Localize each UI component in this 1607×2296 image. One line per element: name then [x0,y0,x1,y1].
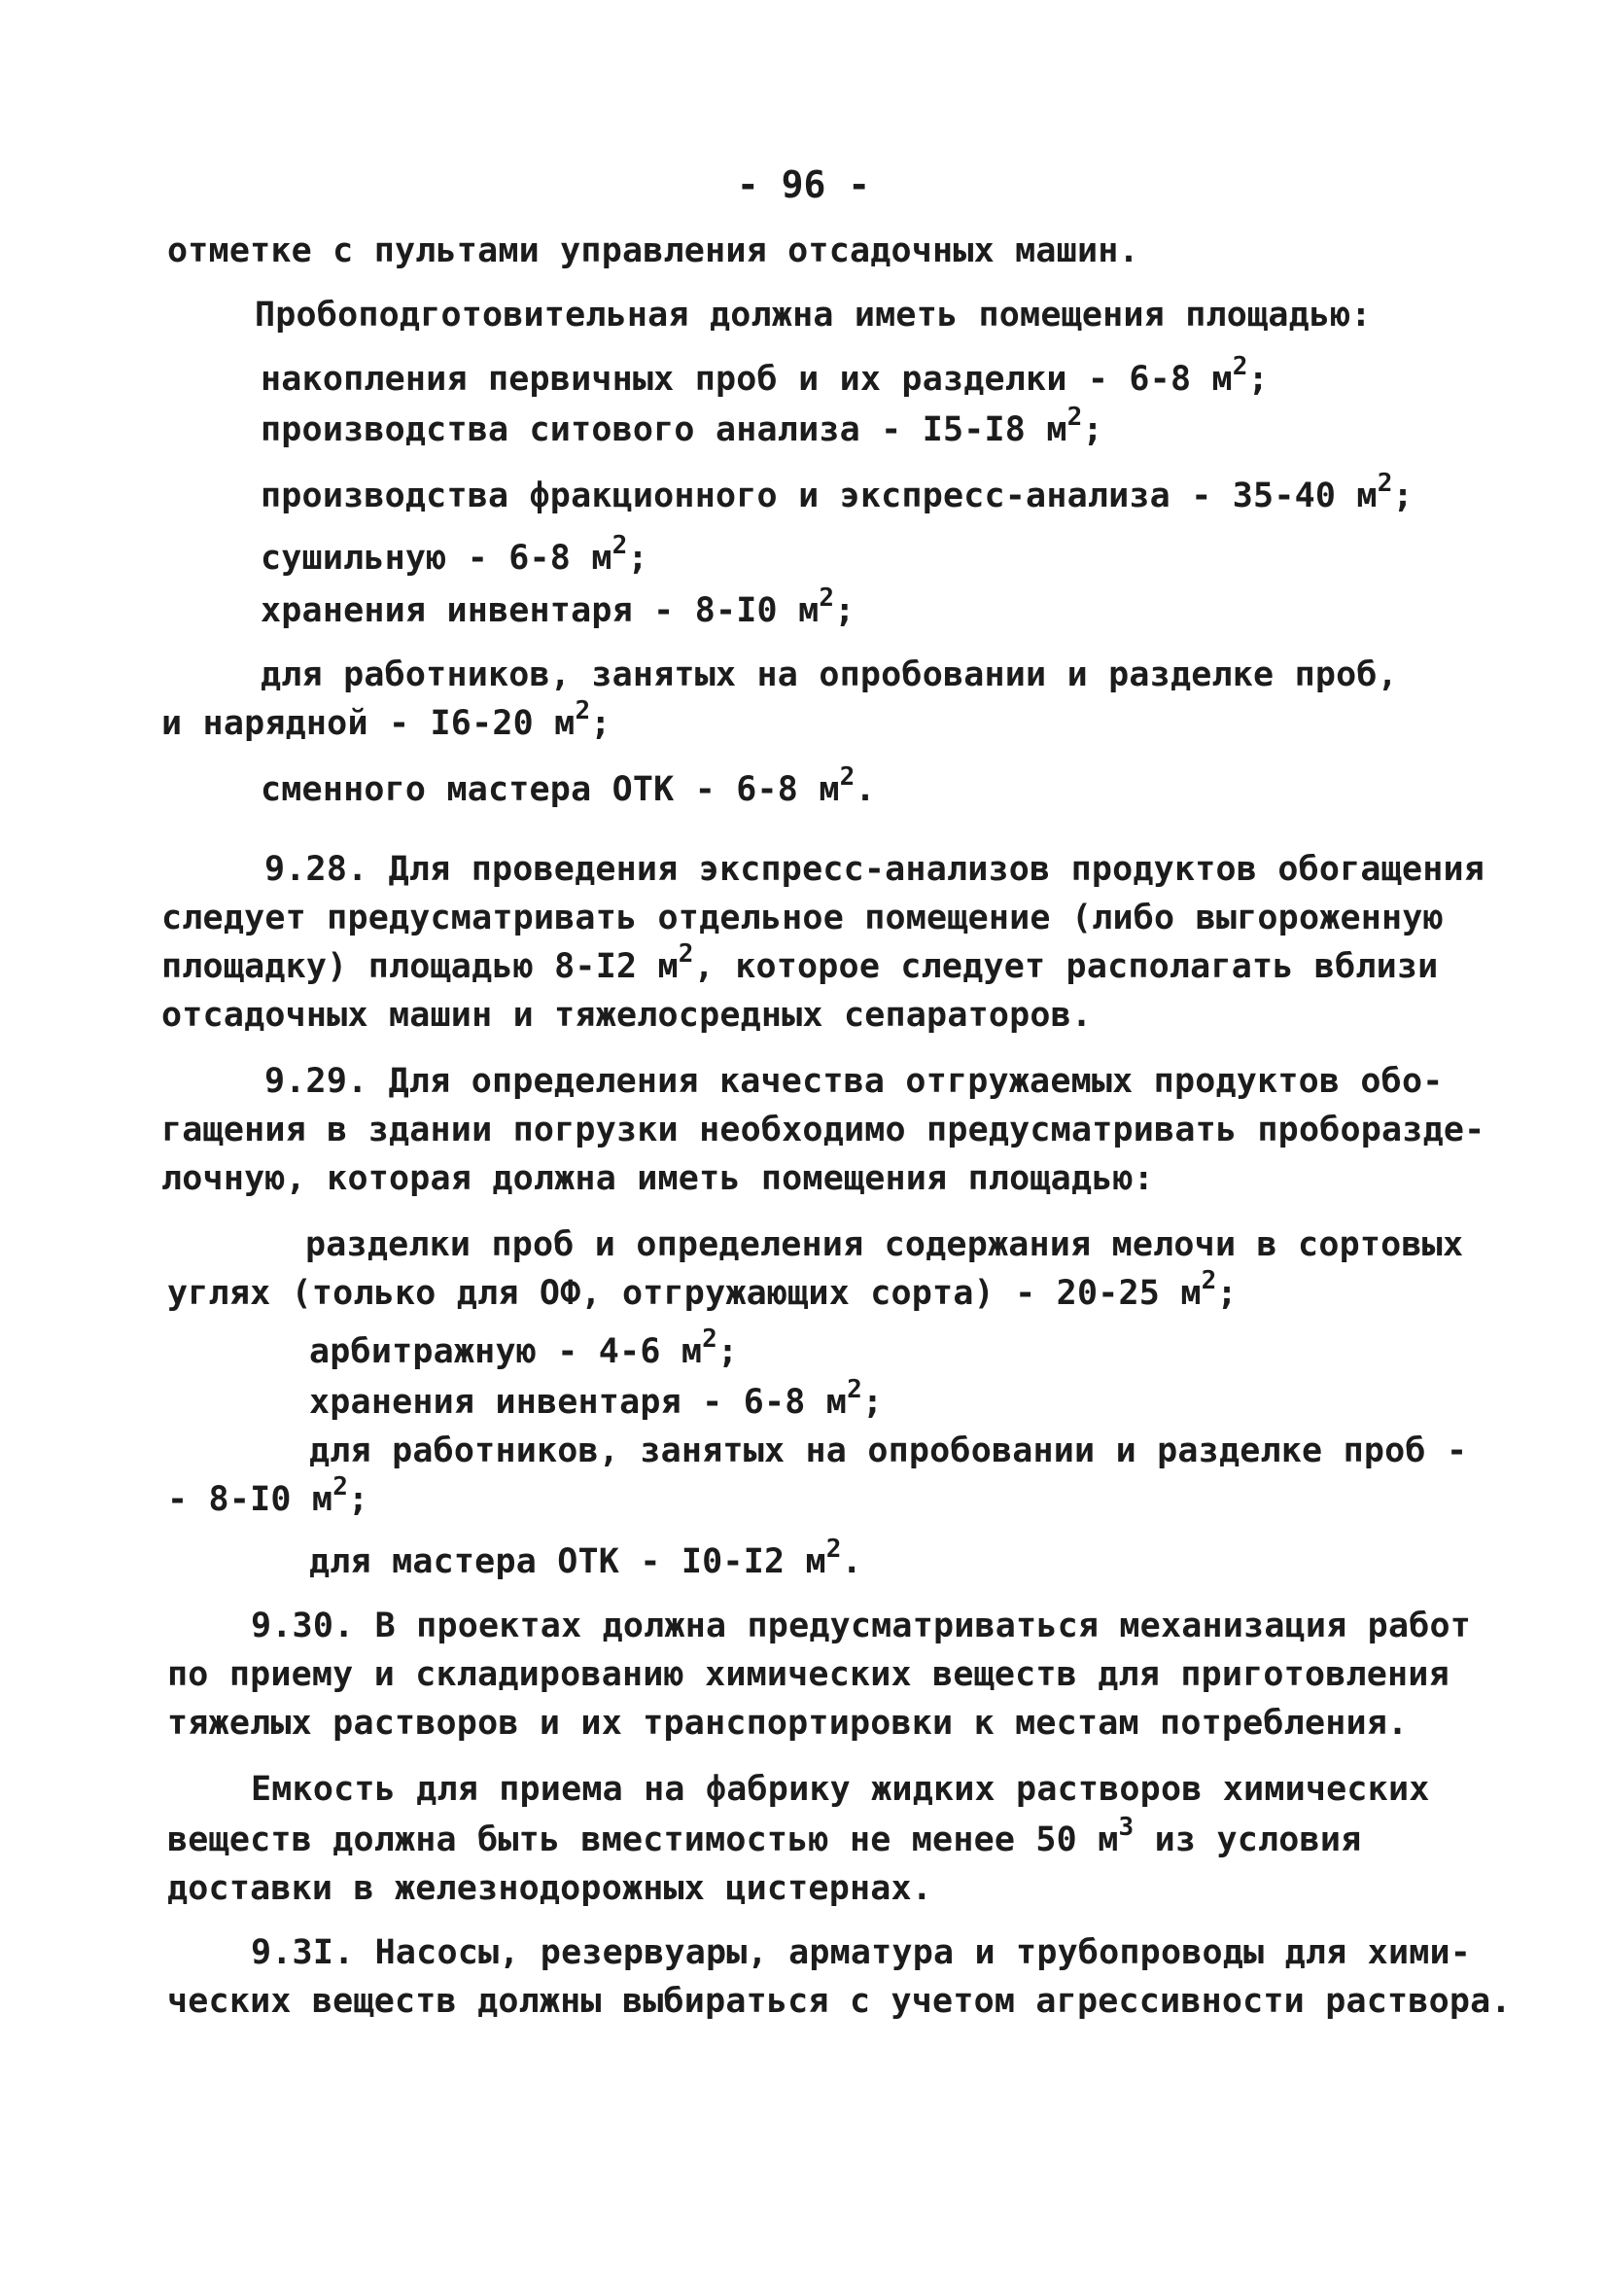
text-line-content: накопления первичных проб и их разделки - 6-8 м [261,360,1233,399]
text-line [161,939,1439,988]
text-line-content: углях (только для ОФ, отгружающих сорта) - 20-25 м [167,1274,1202,1313]
superscript: 2 [847,1375,862,1404]
text-line [167,1867,932,1910]
text-line-content: лочную, которая должна иметь помещения площадью: [161,1159,1155,1198]
punctuation: ; [1216,1274,1238,1313]
punctuation: ; [834,591,856,630]
text-line-content: отсадочных машин и тяжелосредных сепараторов. [161,996,1093,1035]
text-line [264,848,1485,891]
text-line-content: гащения в здании погрузки необходимо предусматривать проборазде- [161,1111,1485,1149]
text-line-content: 9.29. Для определения качества отгружаемых продуктов обо- [264,1062,1444,1101]
text-line-content: и нарядной - I6-20 м [161,704,576,743]
text-line-content: 9.30. В проектах должна предусматриваться механизация работ [251,1607,1472,1645]
text-line-content: сушильную - 6-8 м [261,539,612,578]
text-line [264,1060,1444,1103]
text-line [251,1931,1471,1974]
text-line-content: следует предусматривать отдельное помещение (либо выгороженную [161,899,1444,937]
superscript: 2 [1377,469,1393,498]
text-line-content: Емкость для приема на фабрику жидких растворов химических [251,1770,1430,1809]
punctuation: ; [590,704,611,743]
text-line-content: производства фракционного и экспресс-анализа - 35-40 м [261,477,1378,515]
superscript: 2 [1066,403,1083,432]
text-line [251,1768,1430,1811]
text-line-content: доставки в железнодорожных цистернах. [167,1869,933,1908]
text-line [261,469,1414,517]
text-line-content: 9.3I. Насосы, резервуары, арматура и трубопроводы для хими- [251,1933,1472,1972]
text-line-content: веществ должна быть вместимостью не менее 50 м [167,1820,1119,1859]
punctuation: ; [1247,360,1269,399]
punctuation: . [855,770,876,809]
superscript: 2 [819,583,835,613]
text-line-content: хранения инвентаря - 6-8 м [309,1383,848,1422]
text-line-content: Пробоподготовительная должна иметь помещения площадью: [255,296,1372,335]
text-line-content: 9.28. Для проведения экспресс-анализов продуктов обогащения [264,850,1485,889]
superscript: 2 [575,696,591,725]
superscript: 2 [1201,1266,1217,1295]
text-line [167,1653,1450,1696]
text-line-content: для работников, занятых на опробовании и разделке проб, [261,655,1398,694]
text-line [167,1702,1408,1745]
punctuation: ; [348,1480,369,1519]
text-line [261,531,648,580]
superscript: 3 [1118,1813,1135,1842]
punctuation: . [841,1542,862,1581]
text-line-content: - 8-I0 м [167,1480,333,1519]
text-line [309,1325,739,1373]
text-line [305,1223,1463,1266]
text-line [261,653,1398,696]
superscript: 2 [702,1325,718,1354]
text-line [167,1472,369,1521]
text-line [161,994,1092,1037]
text-line [309,1430,1467,1472]
punctuation: ; [861,1383,884,1422]
text-line [251,1605,1471,1647]
superscript: 2 [1232,352,1248,381]
text-line-content: отметке с пультами управления отсадочных машин. [167,231,1139,270]
text-line [261,583,856,632]
text-line-content: разделки проб и определения содержания мелочи в сортовых [305,1225,1464,1264]
text-line-content: для мастера ОТК - I0-I2 м [309,1542,826,1581]
text-line [167,230,1139,272]
text-line [161,1157,1154,1200]
text-line-content: производства ситового анализа - I5-I8 м [261,410,1067,449]
text-line [167,1980,1512,2023]
superscript: 2 [839,762,856,792]
text-line [309,1535,862,1583]
text-line [309,1375,884,1424]
text-line [161,1109,1485,1151]
text-line-content: хранения инвентаря - 8-I0 м [261,591,820,630]
text-line-content: сменного мастера ОТК - 6-8 м [261,770,840,809]
text-line [261,352,1269,401]
text-line-content: площадку) площадью 8-I2 м [161,947,679,986]
text-line [167,1813,1362,1861]
text-line [161,897,1444,939]
text-line-content: из условия [1134,1820,1362,1859]
text-line [255,294,1372,336]
punctuation: ; [627,539,648,578]
text-line [167,1266,1238,1315]
punctuation: ; [1392,477,1414,515]
text-line [261,762,876,811]
superscript: 2 [678,939,694,969]
text-line [161,696,611,745]
superscript: 2 [611,531,628,560]
superscript: 2 [825,1535,842,1564]
text-line [261,403,1103,451]
text-line-content: , которое следует располагать вблизи [693,947,1439,986]
punctuation: ; [717,1332,739,1371]
text-line-content: ческих веществ должны выбираться с учетом агрессивности раствора. [167,1982,1512,2021]
text-line-content: по приему и складированию химических веществ для приготовления [167,1655,1450,1694]
superscript: 2 [332,1472,349,1501]
text-line-content: арбитражную - 4-6 м [309,1332,703,1371]
text-line-content: тяжелых растворов и их транспортировки к местам потребления. [167,1704,1409,1743]
text-line-content: для работников, занятых на опробовании и разделке проб - [309,1431,1468,1470]
punctuation: ; [1082,410,1103,449]
page-number: - 96 - [736,163,871,206]
